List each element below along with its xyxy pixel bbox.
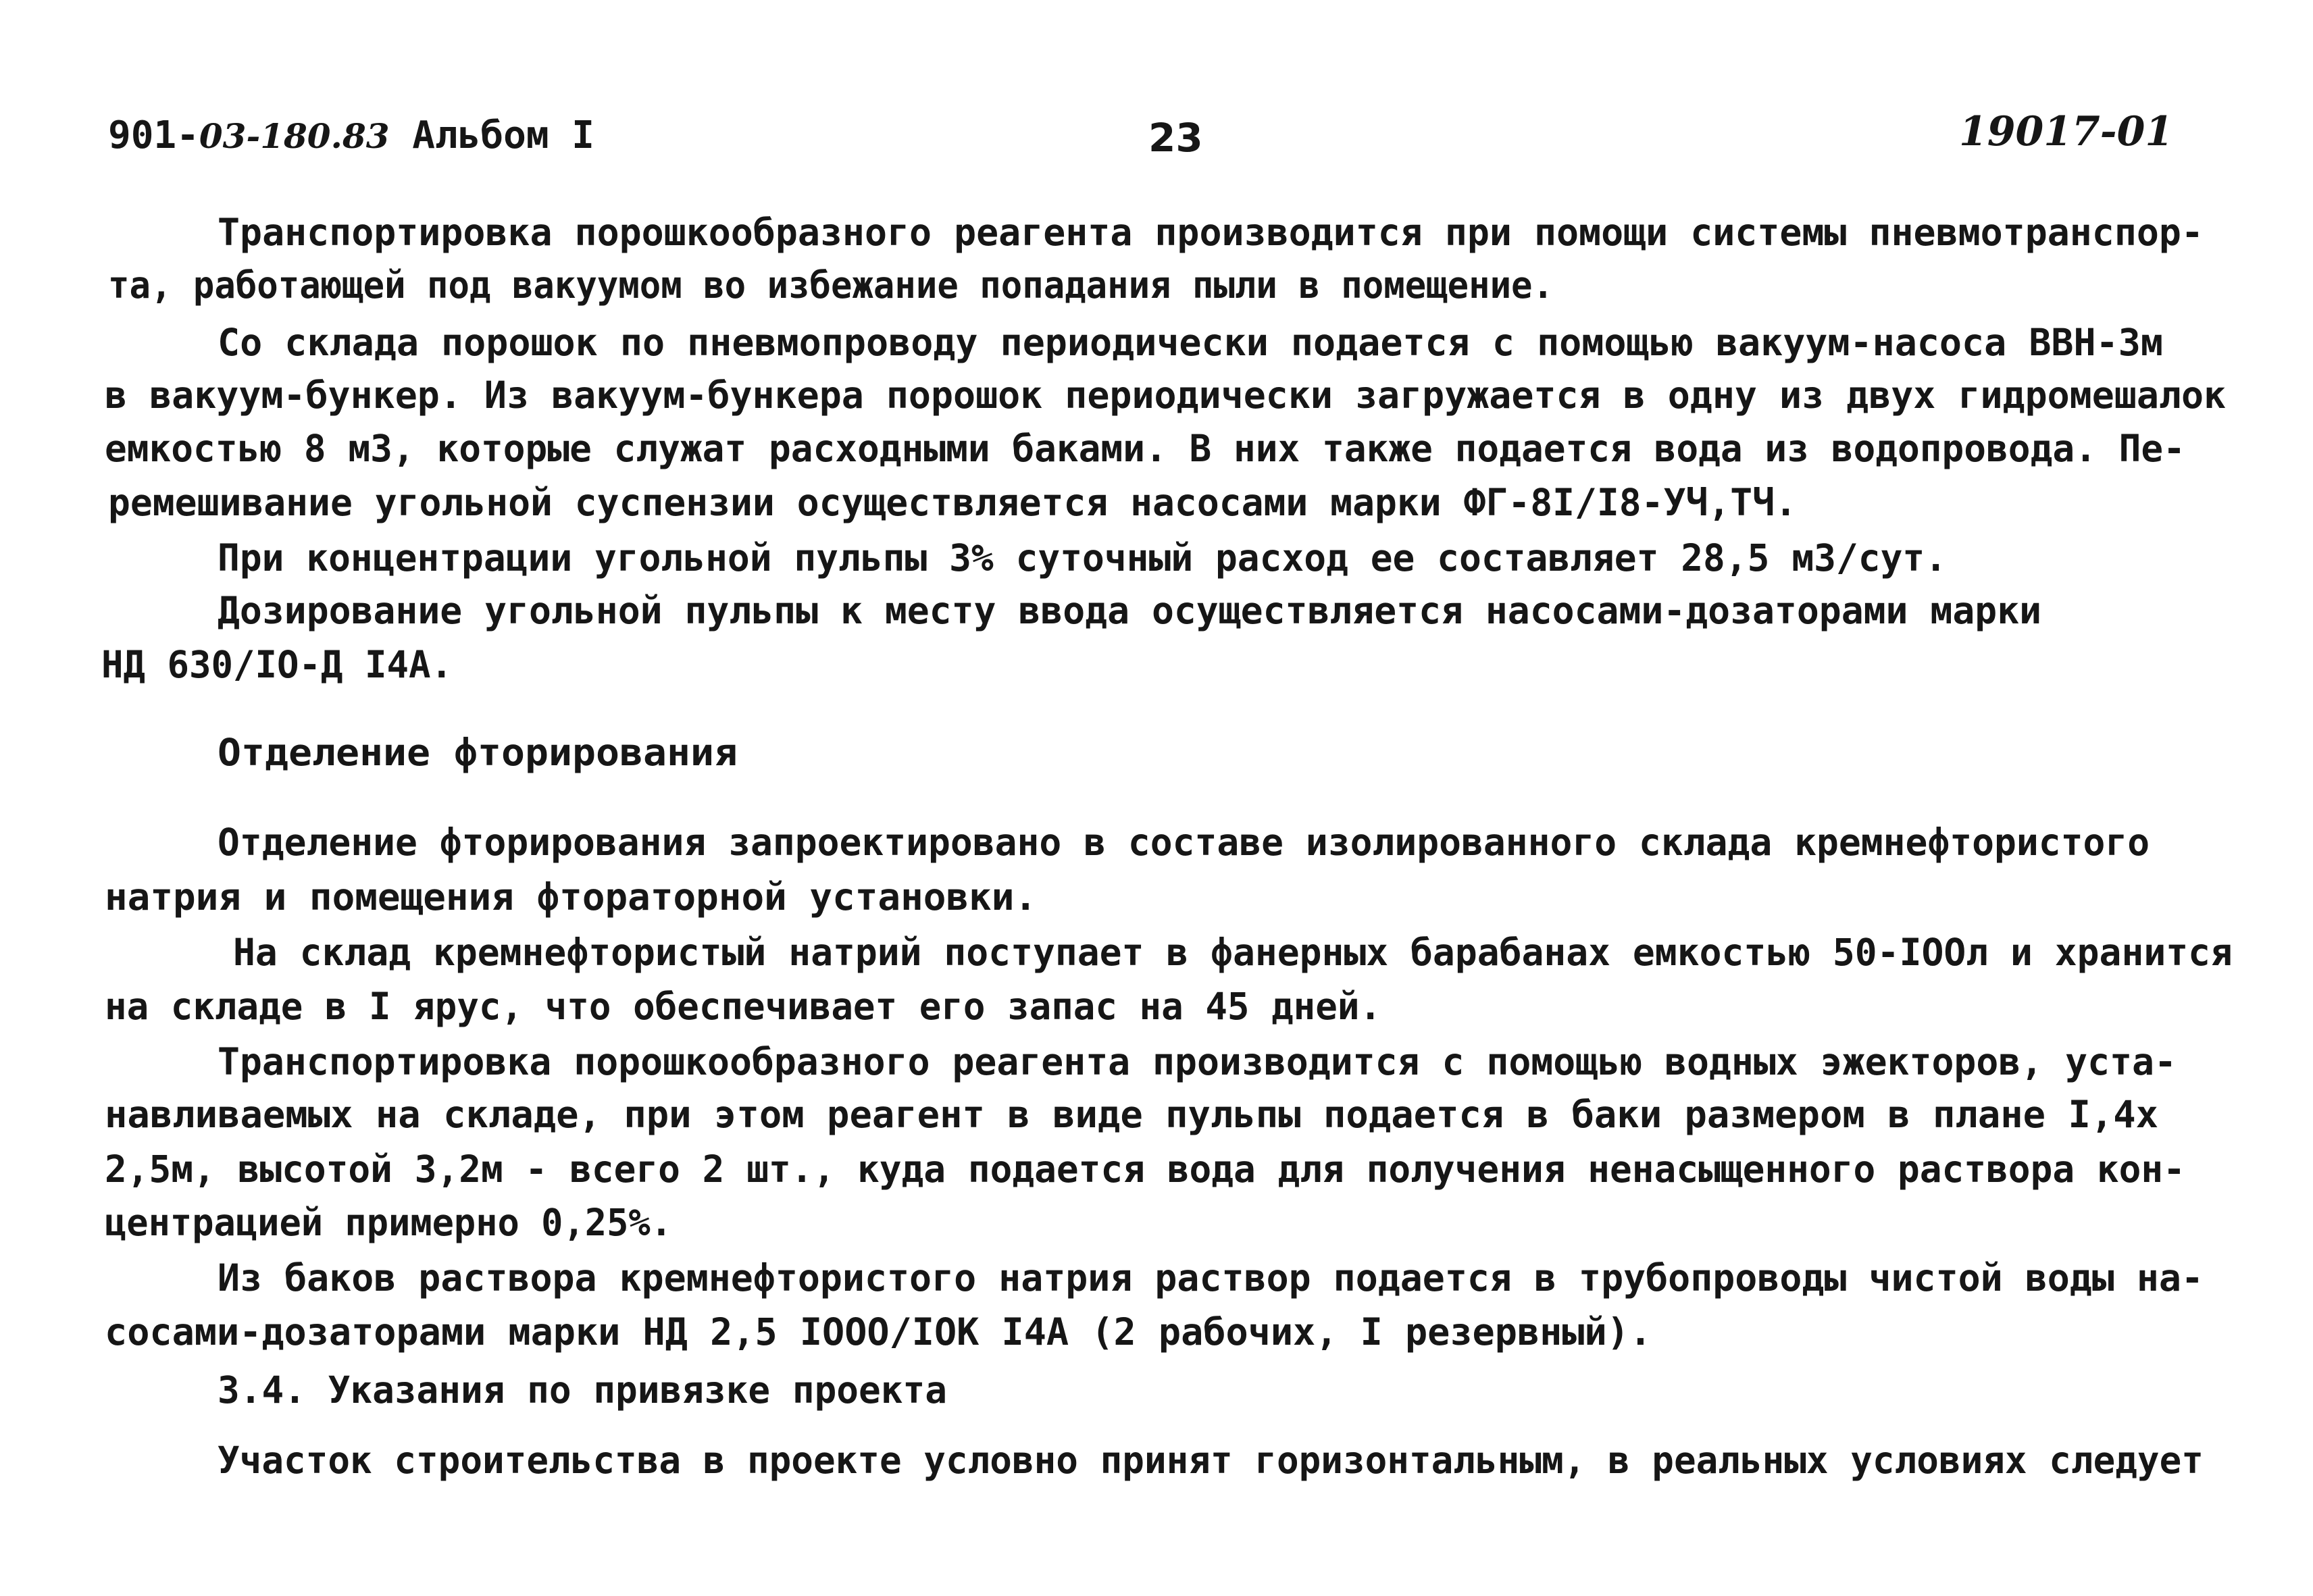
text-line-19: Из баков раствора кремнефтористого натрия раствор подается в трубопроводы чистой воды на- [218,1256,2204,1299]
text-line-20: сосами-дозаторами марки НД 2,5 IOOO/IOK I4A (2 рабочих, I резервный). [105,1310,1652,1354]
text-line-3: Со склада порошок по пневмопроводу периодически подается с помощью вакуум-насоса ВВН-3м [218,321,2163,364]
document-code-handwritten: 03-180.83 [199,116,390,156]
text-line-7: При концентрации угольной пульпы 3% суточный расход ее составляет 28,5 м3/сут. [218,536,1948,580]
section-heading-fluoridation: Отделение фторирования [218,731,738,774]
text-line-1: Транспортировка порошкообразного реагента производится при помощи системы пневмотранспор- [218,211,2204,254]
text-line-9: НД 630/IO-Д I4A. [101,643,453,686]
text-line-15: Транспортировка порошкообразного реагента производится с помощью водных эжекторов, уста- [218,1040,2177,1083]
text-line-2: та, работающей под вакуумом во избежание попадания пыли в помещение. [108,263,1554,307]
text-line-17: 2,5м, высотой 3,2м - всего 2 шт., куда подается вода для получения ненасыщенного раствора кон- [105,1148,2185,1191]
text-line-4: в вакуум-бункер. Из вакуум-бункера порошок периодически загружается в одну из двух гидромешалок [105,374,2227,417]
text-line-16: навливаемых на складе, при этом реагент в виде пульпы подается в баки размером в плане I,4x [105,1093,2159,1136]
text-line-11: Отделение фторирования запроектировано в составе изолированного склада кремнефтористого [218,821,2150,864]
text-line-6: ремешивание угольной суспензии осуществляется насосами марки ФГ-8I/I8-УЧ,ТЧ. [108,481,1797,524]
document-code [108,113,594,157]
inventory-number: 19017-01 [1959,108,2174,155]
text-line-18: центрацией примерно 0,25%. [105,1201,673,1244]
text-line-12: натрия и помещения фтораторной установки. [105,875,1038,919]
text-line-5: емкостью 8 м3, которые служат расходными баками. В них также подается вода из водопровода. Пе- [105,427,2185,470]
document-code-prefix: 901- [108,113,199,157]
section-heading-project-binding: 3.4. Указания по привязке проекта [218,1368,947,1412]
text-line-13: На склад кремнефтористый натрий поступает в фанерных барабанах емкостью 50-IOOл и хранится [233,931,2233,974]
album-label: Альбом I [389,113,594,157]
page-number: 23 [1148,115,1203,161]
text-line-8: Дозирование угольной пульпы к месту ввода осуществляется насосами-дозаторами марки [218,589,2042,632]
text-line-22: Участок строительства в проекте условно принят горизонтальным, в реальных условиях следует [218,1439,2204,1482]
text-line-14: на складе в I ярус, что обеспечивает его запас на 45 дней. [105,985,1382,1028]
